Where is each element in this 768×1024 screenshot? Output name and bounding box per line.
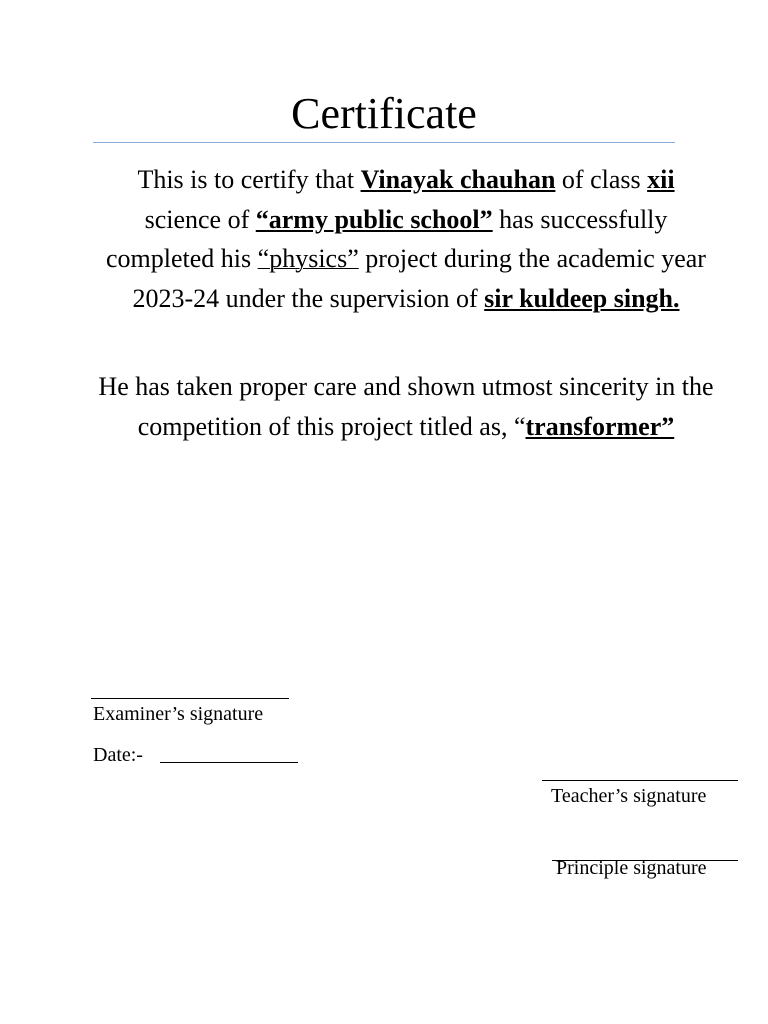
certificate-title: Certificate [291,89,477,138]
date-line [160,762,298,763]
para1-text-1: This is to certify that [137,165,361,194]
school-name: “army public school” [255,204,493,234]
para1-text-2: of class [555,165,648,194]
examiner-signature-label: Examiner’s signature [93,703,264,725]
student-name: Vinayak chauhan [360,165,556,194]
project-title: transformer” [525,411,675,441]
academic-year: 2023-24 [132,283,220,313]
subject-name: “physics” [257,244,359,273]
teacher-signature-line [542,780,738,781]
para1-text-5: project during the academic year [358,244,706,273]
certification-paragraph [96,160,716,318]
para1-text-4: has successfully completed his [106,204,668,273]
para1-text-6: under the supervision of [219,283,485,313]
examiner-signature-line [91,698,289,699]
para1-text-3: science of [144,204,256,234]
para2-text-1: He has taken proper care and shown utmost sincerity in the competition of this project titled as, “ [98,372,714,441]
class-name: xii [647,165,675,194]
title-divider [93,142,675,143]
supervisor-name: sir kuldeep singh. [484,283,680,313]
project-paragraph [96,367,716,446]
principal-signature-label: Principle signature [556,857,707,879]
teacher-signature-label: Teacher’s signature [551,785,707,807]
date-label: Date:- [93,744,143,766]
